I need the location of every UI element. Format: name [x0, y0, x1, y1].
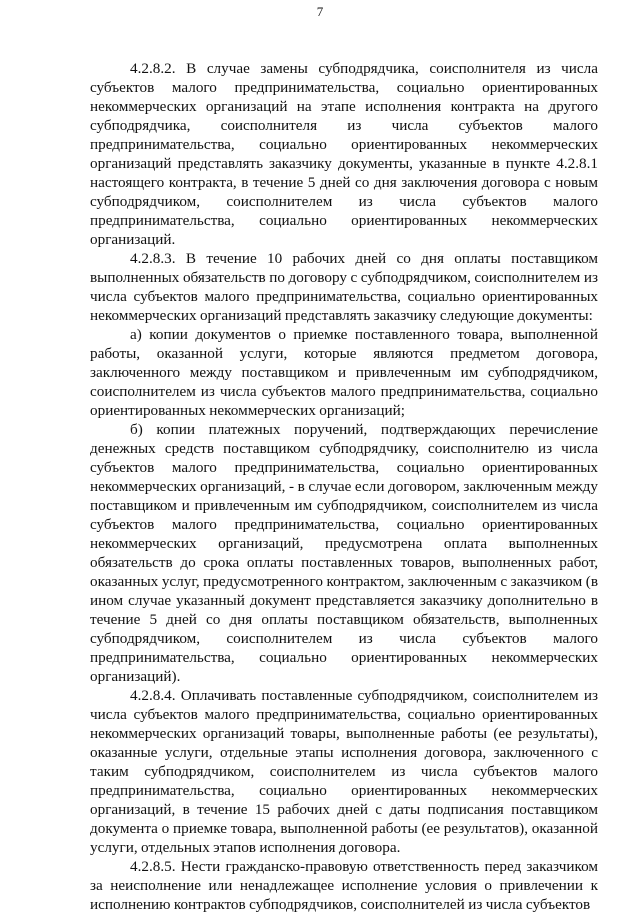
paragraph-item-a: а) копии документов о приемке поставленного товара, выполненной работы, оказанной услуги, которые являются предметом договора, заключенного между поставщиком и привлеченным им субподрядчиком, соисполнителем из числа субъектов малого предпринимательства, социально ориентированных некоммерческих организаций; [90, 326, 598, 419]
paragraph-item-b: б) копии платежных поручений, подтверждающих перечисление денежных средств поставщиком субподрядчику, соисполнителю из числа субъектов малого предпринимательства, социально ориентированных некоммерческих организаций, - в случае если договором, заключенным между поставщиком и привлеченным им субподрядчиком, соисполнителем из числа субъектов малого предпринимательства, социально ориентированных некоммерческих организаций, предусмотрена оплата выполненных обязательств до срока оплаты поставленных товаров, выполненных работ, оказанных услуг, предусмотренного контрактом, заключенным с заказчиком (в ином случае указанный документ представляется заказчику дополнительно в течение 5 дней со дня оплаты поставщиком обязательств, выполненных субподрядчиком, соисполнителем из числа субъектов малого предпринимательства, социально ориентированных некоммерческих организаций). [90, 421, 598, 685]
page-number: 7 [316, 4, 324, 19]
paragraph-4-2-8-4: 4.2.8.4. Оплачивать поставленные субподрядчиком, соисполнителем из числа субъектов малого предпринимательства, социально ориентированных некоммерческих организаций товары, выполненные работы (ее результаты), оказанные услуги, отдельные этапы исполнения договора, заключенного с таким субподрядчиком, соисполнителем из числа субъектов малого предпринимательства, социально ориентированных некоммерческих организаций, в течение 15 рабочих дней с даты подписания поставщиком документа о приемке товара, выполненной работы (ее результатов), оказанной услуги, отдельных этапов исполнения договора. [90, 687, 598, 856]
paragraph-4-2-8-2: 4.2.8.2. В случае замены субподрядчика, соисполнителя из числа субъектов малого предпринимательства, социально ориентированных некоммерческих организаций на этапе исполнения контракта на другого субподрядчика, соисполнителя из числа субъектов малого предпринимательства, социально ориентированных некоммерческих организаций представлять заказчику документы, указанные в пункте 4.2.8.1 настоящего контракта, в течение 5 дней со дня заключения договора с новым субподрядчиком, соисполнителем из числа субъектов малого предпринимательства, социально ориентированных некоммерческих организаций. [90, 60, 598, 248]
document-body [90, 59, 598, 914]
paragraph-4-2-8-3: 4.2.8.3. В течение 10 рабочих дней со дня оплаты поставщиком выполненных обязательств по договору с субподрядчиком, соисполнителем из числа субъектов малого предпринимательства, социально ориентированных некоммерческих организаций представлять заказчику следующие документы: [90, 250, 598, 324]
paragraph-4-2-8-5: 4.2.8.5. Нести гражданско-правовую ответственность перед заказчиком за неисполнение или ненадлежащее исполнение условия о привлечении к исполнению контрактов субподрядчиков, соисполнителей из числа субъектов [90, 858, 598, 913]
